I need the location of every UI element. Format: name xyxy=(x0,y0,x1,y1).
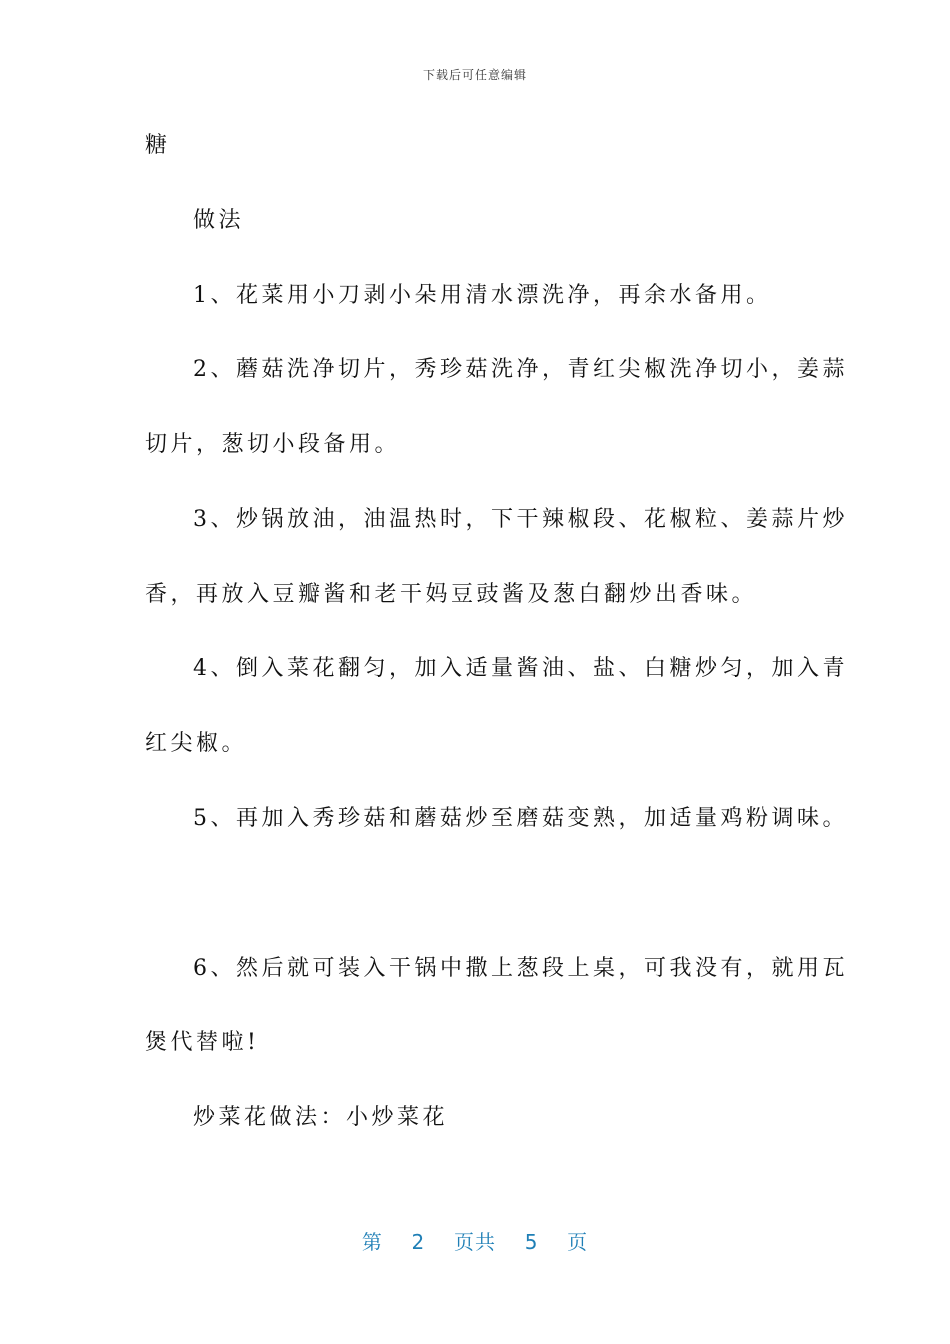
footer-suffix: 页 xyxy=(567,1230,589,1254)
page-header: 下载后可任意编辑 xyxy=(422,68,527,82)
step-6-continued: 煲代替啦! xyxy=(145,1030,260,1055)
step-4-continued: 红尖椒。 xyxy=(145,731,248,756)
step-6: 6、然后就可装入干锅中撒上葱段上桌，可我没有，就用瓦 xyxy=(193,956,848,981)
footer-page-total: 5 xyxy=(524,1230,539,1254)
step-1: 1、花菜用小刀剥小朵用清水漂洗净，再余水备用。 xyxy=(193,283,772,308)
paragraph-line: 糖 xyxy=(145,133,171,158)
step-3-continued: 香，再放入豆瓣酱和老干妈豆豉酱及葱白翻炒出香味。 xyxy=(145,582,758,607)
page-footer xyxy=(0,1226,950,1255)
step-5: 5、再加入秀珍菇和蘑菇炒至磨菇变熟，加适量鸡粉调味。 xyxy=(193,806,848,831)
step-3: 3、炒锅放油，油温热时，下干辣椒段、花椒粒、姜蒜片炒 xyxy=(193,507,848,532)
subsection-title: 炒菜花做法：小炒菜花 xyxy=(193,1105,449,1130)
footer-prefix: 第 xyxy=(361,1230,383,1254)
step-2: 2、蘑菇洗净切片，秀珍菇洗净，青红尖椒洗净切小，姜蒜 xyxy=(193,357,848,382)
footer-middle: 页共 xyxy=(454,1230,496,1254)
step-4: 4、倒入菜花翻匀，加入适量酱油、盐、白糖炒匀，加入青 xyxy=(193,656,848,681)
step-2-continued: 切片，葱切小段备用。 xyxy=(145,432,401,457)
footer-page-number: 2 xyxy=(411,1230,426,1254)
section-heading: 做法 xyxy=(193,208,245,233)
